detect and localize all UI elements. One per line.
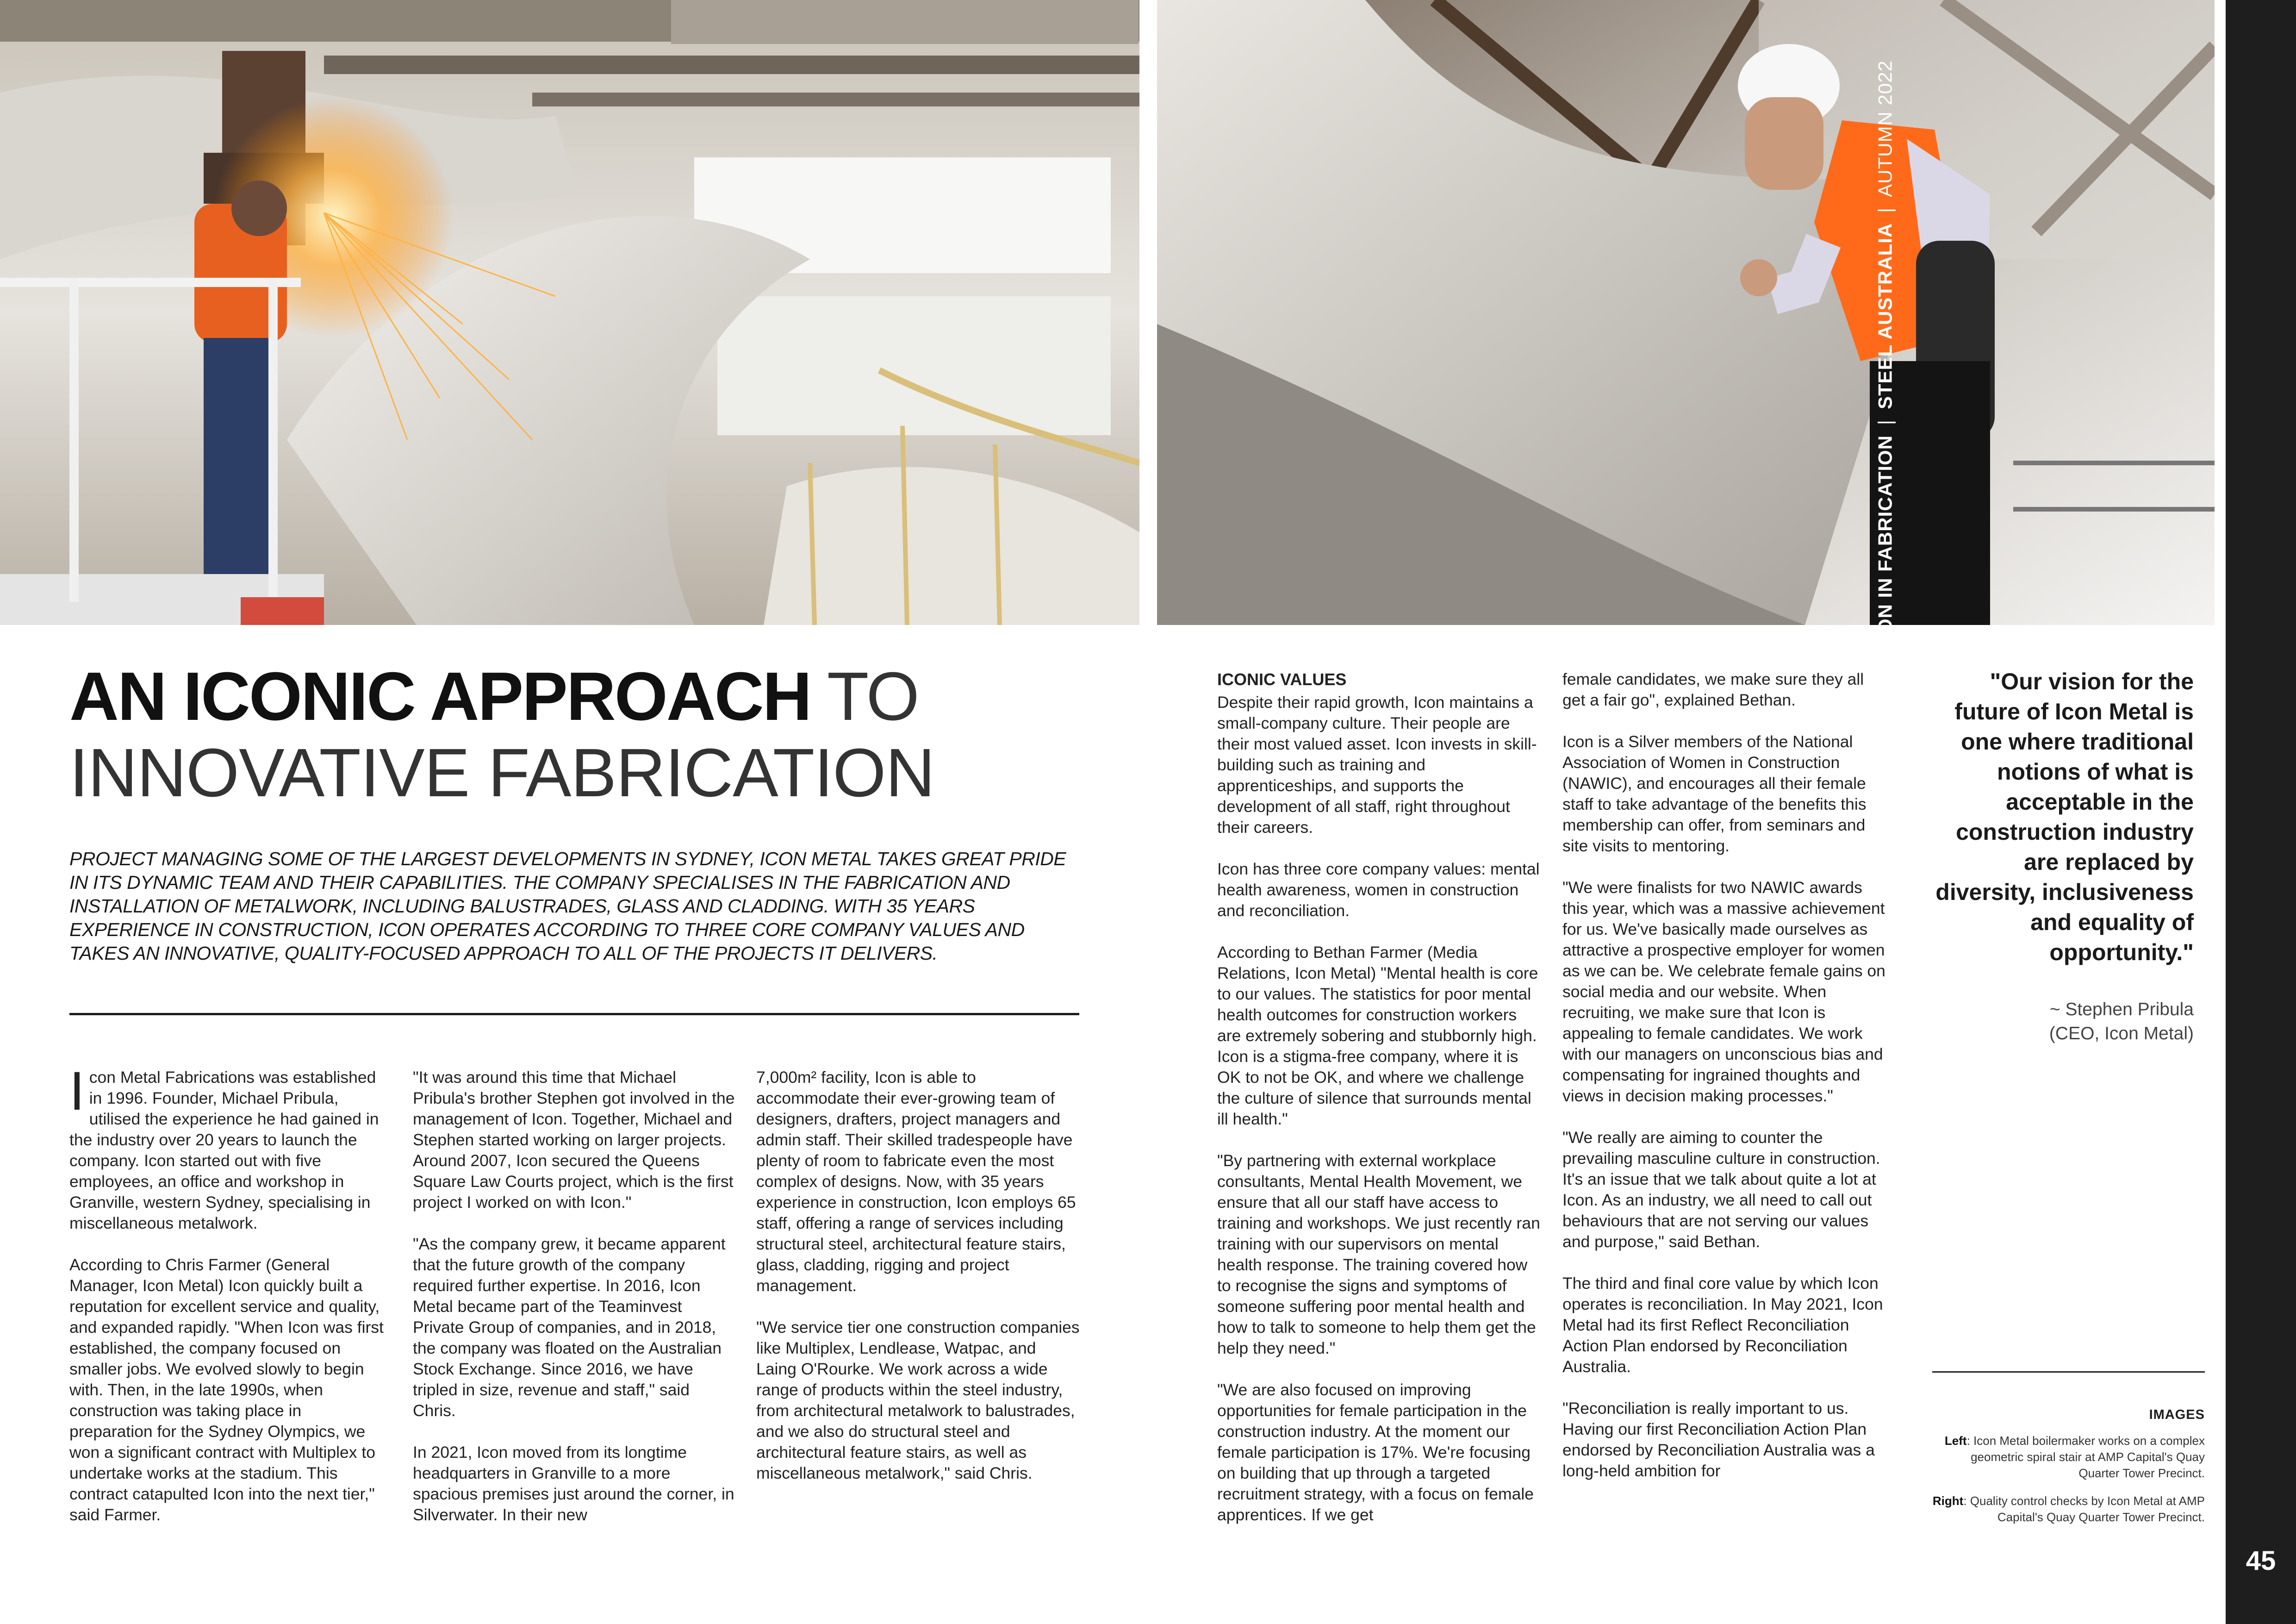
headline-light: TO [810, 658, 918, 735]
running-header-issue: AUTUMN 2022 [1874, 60, 1896, 197]
pull-quote-attribution [1921, 998, 2194, 1046]
body-paragraph: In 2021, Icon moved from its longtime headquarters in Granville to a more spacious premises just around the corner, in Silverwater. In their new [413, 1443, 734, 1524]
body-column-2 [413, 1067, 737, 1546]
headline-line-2: INNOVATIVE FABRICATION [69, 735, 935, 811]
body-paragraph: 7,000m² facility, Icon is able to accommodate their ever-growing team of designers, drafters, project managers and admin staff. Their skilled tradespeople have plenty of room to fabricate even the most complex of designs. Now, with 35 years experience in construction, Icon employs 65 staff, offering a range of services including structural steel, architectural feature stairs, glass, cladding, rigging and project management. [756, 1068, 1076, 1295]
body-paragraph: Icon has three core company values: mental health awareness, women in construction and reconciliation. [1217, 860, 1540, 920]
body-paragraph: female candidates, we make sure they all get a fair go", explained Bethan. [1562, 670, 1864, 709]
drop-cap: I [69, 1061, 85, 1122]
photo-left-boilermaker [0, 0, 1139, 625]
standfirst: PROJECT MANAGING SOME OF THE LARGEST DEVELOPMENTS IN SYDNEY, ICON METAL TAKES GREAT PRIDE IN ITS DYNAMIC TEAM AND THEIR CAPABILITIES. THE COMPANY SPECIALISES IN THE FABRICATION AND INSTALLATION OF METALWORK, INCLUDING BALUSTRADES, GLASS AND CLADDING. WITH 35 YEARS EXPERIENCE IN CONSTRUCTION, ICON OPERATES ACCORDING TO THREE CORE COMPANY VALUES AND TAKES AN INNOVATIVE, QUALITY-FOCUSED APPROACH TO ALL OF THE PROJECTS IT DELIVERS. [69, 848, 1066, 964]
body-column-3 [756, 1067, 1080, 1505]
body-paragraph: "As the company grew, it became apparent that the future growth of the company required further expertise. In 2016, Icon Metal became part of the Teaminvest Private Group of companies, and in 2018, the company was floated on the Australian Stock Exchange. Since 2016, we have tripled in size, revenue and staff," said Chris. [413, 1235, 726, 1420]
body-paragraph: "We were finalists for two NAWIC awards this year, which was a massive achievement for us. We've basically made ourselves as attractive a prospective employer for women as we can be. We celebrate female gains on social media and our website. When recruiting, we make sure that Icon is appealing to female candidates. We work with our managers on unconscious bias and compensating for ingrained thoughts and views in decision making processes." [1562, 878, 1885, 1105]
body-column-4 [1217, 669, 1541, 1546]
caption-left [1932, 1433, 2205, 1481]
body-paragraph: Icon is a Silver members of the National Association of Women in Construction (NAWIC), and encourages all their female staff to take advantage of the benefits this membership can offer, from seminars and site visits to mentoring. [1562, 732, 1867, 855]
body-paragraph: "We really are aiming to counter the prevailing masculine culture in construction. It's an issue that we talk about quite a lot at Icon. As an industry, we all need to call out behaviours that are not serving our values and purpose," said Bethan. [1562, 1128, 1880, 1251]
caption-right [1932, 1493, 2205, 1525]
pull-quote: "Our vision for the future of Icon Metal is one where traditional notions of what is acceptable in the construction industry are replaced by diversity, inclusiveness and equality of opportunity." [1935, 668, 2194, 965]
side-strip [2226, 0, 2296, 1624]
section-subhead: ICONIC VALUES [1217, 670, 1347, 689]
body-paragraph: "We are also focused on improving opportunities for female participation in the construction industry. At the moment our female participation is 17%. We're focusing on building that up through a targeted recruitment strategy, with a focus on female apprentices. If we get [1217, 1380, 1534, 1524]
captions-rule [1932, 1371, 2205, 1373]
divider-rule [69, 1013, 1079, 1015]
captions-heading: IMAGES [2149, 1407, 2205, 1422]
pull-quote-role: (CEO, Icon Metal) [2049, 1024, 2194, 1043]
body-paragraph: "We service tier one construction companies like Multiplex, Lendlease, Watpac, and Laing O'Rourke. We work across a wide range of products within the steel industry, from architectural metalwork to balustrades, and we also do structural steel and architectural feature stairs, as well as miscellaneous metalwork," said Chris. [756, 1318, 1080, 1482]
body-column-5 [1562, 669, 1886, 1502]
article-headline [69, 660, 1088, 812]
body-paragraph: According to Chris Farmer (General Manager, Icon Metal) Icon quickly built a reputation for excellent service and quality, and expanded rapidly. "When Icon was first established, the company focused on smaller jobs. We evolved slowly to begin with. Then, in the late 1990s, when construction was taking place in preparation for the Sydney Olympics, we won a significant contract with Multiplex to undertake works at the stadium. This contract catapulted Icon into the next tier," said Farmer. [69, 1255, 384, 1524]
page-number: 45 [2246, 1546, 2276, 1576]
caption-left-label: Left [1944, 1434, 1967, 1448]
body-paragraph: "Reconciliation is really important to us. Having our first Reconciliation Action Plan endorsed by Reconciliation Australia was a long-held ambition for [1562, 1399, 1875, 1480]
running-header-divider: | [1874, 207, 1896, 213]
caption-right-label: Right [1932, 1494, 1964, 1508]
headline-bold: AN ICONIC APPROACH [69, 658, 811, 735]
body-column-1 [69, 1061, 389, 1546]
body-paragraph: According to Bethan Farmer (Media Relations, Icon Metal) "Mental health is core to our values. The statistics for poor mental health outcomes for construction workers are extremely sobering and stubbornly high. Icon is a stigma-free company, where it is OK to not be OK, and where we challenge the culture of silence that surrounds mental ill health." [1217, 943, 1538, 1128]
running-header-divider: | [1874, 419, 1896, 425]
running-header-feature: FEATURE: INNOVATION IN FABRICATION [1874, 435, 1896, 834]
body-paragraph: Despite their rapid growth, Icon maintains a small-company culture. Their people are their most valued asset. Icon invests in skill-building such as training and apprenticeships, and supports the development of all staff, right throughout their careers. [1217, 693, 1537, 837]
caption-left-text: : Icon Metal boilermaker works on a complex geometric spiral stair at AMP Capital's Quay Quarter Tower Precinct. [1966, 1434, 2205, 1480]
running-header-magazine: STEEL AUSTRALIA [1874, 223, 1896, 410]
body-paragraph: "It was around this time that Michael Pribula's brother Stephen got involved in the management of Icon. Together, Michael and Stephen started working on larger projects. Around 2007, Icon secured the Queens Square Law Courts project, which is the first project I worked on with Icon." [413, 1068, 735, 1212]
caption-right-text: : Quality control checks by Icon Metal at AMP Capital's Quay Quarter Tower Precinct. [1963, 1494, 2205, 1524]
pull-quote-author: ~ Stephen Pribula [2049, 999, 2194, 1019]
body-paragraph: Icon Metal Fabrications was established in 1996. Founder, Michael Pribula, utilised the experience he had gained in the industry over 20 years to launch the company. Icon started out with five employees, an office and workshop in Granville, western Sydney, specialising in miscellaneous metalwork. [69, 1061, 379, 1232]
body-paragraph: The third and final core value by which Icon operates is reconciliation. In May 2021, Icon Metal had its first Reflect Reconciliation Action Plan endorsed by Reconciliation Australia. [1562, 1274, 1883, 1376]
body-paragraph: "By partnering with external workplace consultants, Mental Health Movement, we ensure that all our staff have access to training and workshops. We just recently ran training with our supervisors on mental health response. The training covered how to recognise the signs and symptoms of someone suffering poor mental health and how to talk to someone to help them get the help they need." [1217, 1151, 1540, 1357]
photo-right-quality-check [1157, 0, 2215, 625]
